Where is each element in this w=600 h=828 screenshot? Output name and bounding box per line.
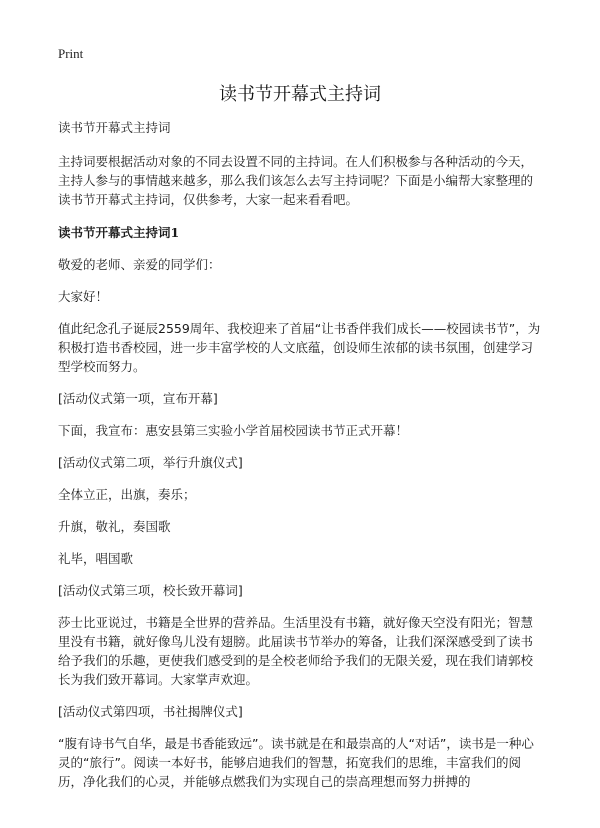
page-title: 读书节开幕式主持词 xyxy=(219,84,381,105)
paragraph: 全体立正，出旗，奏乐； xyxy=(58,487,196,502)
paragraph: [活动仪式第一项，宣布开幕] xyxy=(58,391,218,406)
paragraph: 莎士比亚说过，书籍是全世界的营养品。生活里没有书籍，就好像天空没有阳光；智慧里没有书籍，就好像鸟儿没有翅膀。此届读书节举办的筹备，让我们深深感受到了读书给予我们的乐趣，更使我们感受到的是全校老师给予我们的无限关爱，现在我们请郭校长为我们致开幕词。大家掌声欢迎。 xyxy=(58,615,534,687)
section-heading: 读书节开幕式主持词1 xyxy=(58,225,180,240)
article-body xyxy=(58,118,544,804)
paragraph: [活动仪式第四项，书社揭牌仪式] xyxy=(58,704,243,719)
paragraph: 下面，我宣布：惠安县第三实验小学首届校园读书节正式开幕！ xyxy=(58,423,409,438)
paragraph: [活动仪式第三项，校长致开幕词] xyxy=(58,583,243,598)
paragraph: 礼毕，唱国歌 xyxy=(58,551,134,566)
paragraph: 大家好！ xyxy=(58,289,109,304)
paragraph: [活动仪式第二项，举行升旗仪式] xyxy=(58,455,243,470)
intro-paragraph: 主持词要根据活动对象的不同去设置不同的主持词。在人们积极参与各种活动的今天，主持人参与的事情越来越多，那么我们该怎么去写主持词呢？下面是小编帮大家整理的读书节开幕式主持词，仅供参考，大家一起来看看吧。 xyxy=(58,154,534,207)
paragraph: “腹有诗书气自华，最是书香能致远”。读书就是在和最崇高的人“对话”，读书是一种心灵的“旅行”。阅读一本好书，能够启迪我们的智慧，拓宽我们的思维，丰富我们的阅历，净化我们的心灵，并能够点燃我们为实现自己的崇高理想而努力拼搏的 xyxy=(58,736,534,789)
paragraph: 值此纪念孔子诞辰2559周年、我校迎来了首届“让书香伴我们成长——校园读书节”，为积极打造书香校园，进一步丰富学校的人文底蕴，创设师生浓郁的读书氛围，创建学习型学校而努力。 xyxy=(58,321,541,374)
paragraph: 升旗，敬礼，奏国歌 xyxy=(58,519,171,534)
print-link[interactable]: Print xyxy=(58,46,84,61)
article-subtitle: 读书节开幕式主持词 xyxy=(58,120,171,135)
paragraph: 敬爱的老师、亲爱的同学们： xyxy=(58,257,221,272)
